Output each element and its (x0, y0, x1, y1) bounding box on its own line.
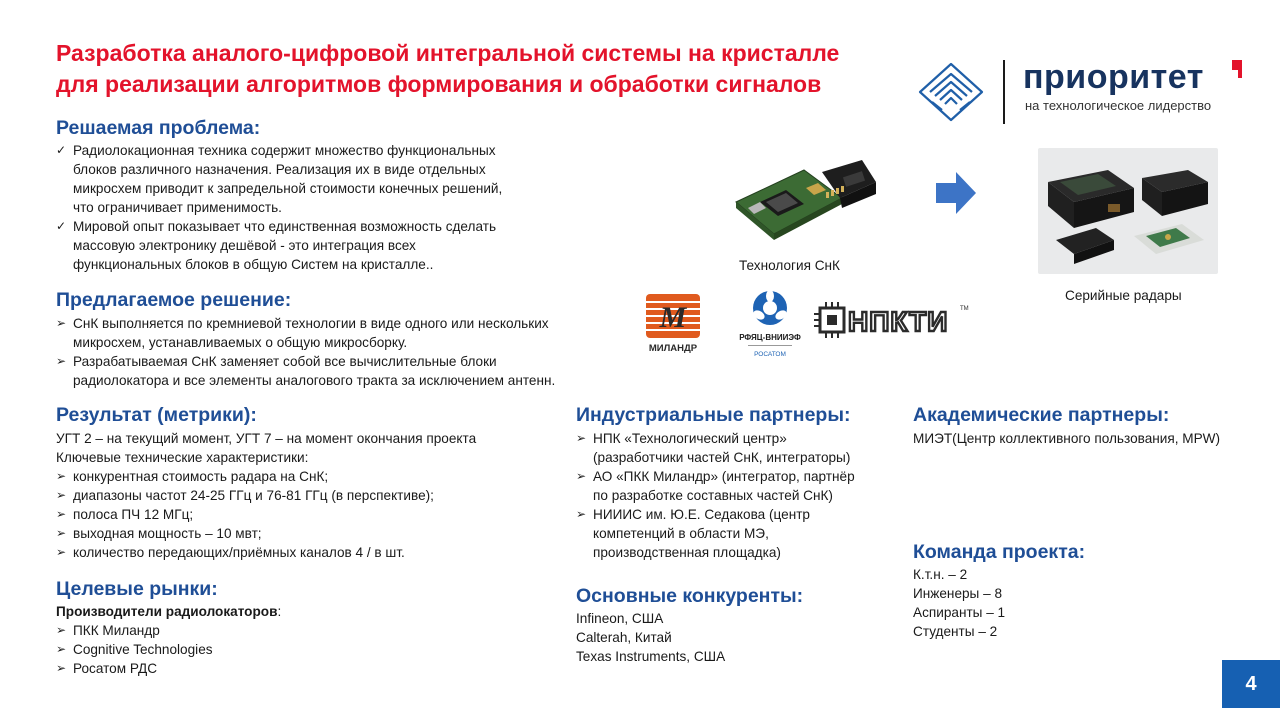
results-item: ➢ полоса ПЧ 12 МГц; (56, 505, 476, 524)
logo-divider (1003, 60, 1005, 124)
rfyac-logo (738, 288, 802, 362)
logo-tagline: на технологическое лидерство (1025, 98, 1212, 113)
competitors-list (576, 609, 725, 666)
competitor-item: Texas Instruments, США (576, 649, 726, 664)
results-block (56, 429, 476, 562)
team-heading: Команда проекта: (913, 541, 1086, 563)
serial-radars-image (1038, 148, 1218, 274)
chip-caption: Технология СнК (739, 258, 840, 273)
solution-heading: Предлагаемое решение: (56, 289, 292, 311)
results-item: ➢ конкурентная стоимость радара на СнК; (56, 467, 476, 486)
results-item: ➢ диапазоны частот 24-25 ГГц и 76-81 ГГц (в перспективе); (56, 486, 476, 505)
rosatom-emblem-icon (738, 288, 802, 362)
npkti-chip-icon (814, 302, 974, 338)
industrial-item-line: компетенций в области МЭ, (593, 526, 769, 541)
priority-logo (918, 56, 1248, 126)
competitor-item: Calterah, Китай (576, 630, 672, 645)
results-key-specs-line: Ключевые технические характеристики: (56, 450, 309, 465)
radar-caption: Серийные радары (1065, 288, 1182, 303)
markets-block (56, 602, 281, 678)
team-item: Аспиранты – 1 (913, 605, 1006, 620)
team-list (913, 565, 1005, 641)
markets-item: ➢ Росатом РДС (56, 659, 281, 678)
solution-item-line: ➢ Разрабатываемая СнК заменяет собой все вычислительные блоки (73, 354, 497, 369)
svg-text:М: М (659, 301, 687, 334)
page-number-badge: 4 (1222, 660, 1280, 708)
industrial-item-line: ➢ АО «ПКК Миландр» (интегратор, партнёр (593, 469, 855, 484)
problem-item-line: массовую электронику дешёвой - это интеграция всех (73, 238, 416, 253)
rfyac-text: РФЯЦ-ВНИИЭФ (739, 333, 801, 342)
milandr-text: МИЛАНДР (648, 343, 698, 354)
milandr-emblem-icon (640, 292, 706, 354)
npkti-logo (814, 302, 974, 338)
problem-item-line: ✓ Радиолокационная техника содержит множество функциональных (73, 143, 496, 158)
slide-title-line-2: для реализации алгоритмов формирования и обработки сигналов (56, 71, 822, 97)
industrial-item (576, 429, 855, 467)
problem-list (56, 141, 502, 274)
industrial-list (576, 429, 855, 562)
industrial-item-line: ➢ НИИИС им. Ю.Е. Седакова (центр (593, 507, 810, 522)
industrial-heading: Индустриальные партнеры: (576, 404, 851, 426)
markets-subheading-colon: : (277, 604, 282, 619)
problem-item (56, 217, 502, 274)
team-item: К.т.н. – 2 (913, 567, 968, 582)
results-item: ➢ выходная мощность – 10 мвт; (56, 524, 476, 543)
slide-title-line-1: Разработка аналого-цифровой интегральной системы на кристалле (56, 40, 840, 66)
markets-item: ➢ ПКК Миландр (56, 621, 281, 640)
results-item: ➢ количество передающих/приёмных каналов 4 / в шт. (56, 543, 476, 562)
rosatom-text: РОСАТОМ (754, 351, 786, 358)
soc-module-image (730, 150, 880, 250)
competitors-heading: Основные конкуренты: (576, 585, 804, 607)
logo-accent-bar (1238, 60, 1242, 78)
competitor-item: Infineon, США (576, 611, 664, 626)
arrow-right-icon (936, 172, 976, 214)
problem-item-line: микросхем приводит к запредельной стоимости конечных решений, (73, 181, 503, 196)
team-item: Инженеры – 8 (913, 586, 1003, 601)
markets-heading: Целевые рынки: (56, 578, 218, 600)
logo-wordmark: приоритет (1023, 58, 1204, 96)
industrial-item-line: (разработчики частей СнК, интеграторы) (593, 450, 851, 465)
industrial-item-line: производственная площадка) (593, 545, 781, 560)
problem-item-line: функциональных блоков в общую Систем на кристалле.. (73, 257, 434, 272)
npkti-text: НПКТИ (848, 306, 949, 337)
solution-item-line: микросхем, устанавливаемых о общую микросборку. (73, 335, 408, 350)
academic-block (913, 429, 1220, 448)
industrial-item (576, 505, 855, 562)
markets-subheading-text: Производители радиолокаторов (56, 604, 278, 619)
industrial-item-line: ➢ НПК «Технологический центр» (593, 431, 787, 446)
solution-list (56, 314, 555, 390)
problem-item-line: что ограничивает применимость. (73, 200, 282, 215)
problem-item (56, 141, 502, 217)
results-trl-line: УГТ 2 – на текущий момент, УГТ 7 – на момент окончания проекта (56, 431, 477, 446)
solution-item (56, 314, 555, 352)
academic-heading: Академические партнеры: (913, 404, 1170, 426)
industrial-item-line: по разработке составных частей СнК) (593, 488, 833, 503)
milandr-logo (640, 292, 706, 354)
priority-emblem-icon (918, 62, 984, 122)
markets-list (56, 621, 281, 678)
markets-subheading (56, 602, 281, 621)
results-list (56, 467, 476, 562)
academic-line: МИЭТ(Центр коллективного пользования, MPW) (913, 431, 1221, 446)
solution-item-line: радиолокатора и все элементы аналогового тракта за исключением антенн. (73, 373, 556, 388)
solution-item-line: ➢ СнК выполняется по кремниевой технологии в виде одного или нескольких (73, 316, 549, 331)
slide-title (56, 38, 876, 100)
solution-item (56, 352, 555, 390)
results-heading: Результат (метрики): (56, 404, 257, 426)
team-item: Студенты – 2 (913, 624, 998, 639)
problem-heading: Решаемая проблема: (56, 117, 261, 139)
problem-item-line: блоков различного назначения. Реализация их в виде отдельных (73, 162, 486, 177)
npkti-trademark: TM (960, 306, 969, 312)
industrial-item (576, 467, 855, 505)
markets-item: ➢ Cognitive Technologies (56, 640, 281, 659)
problem-item-line: ✓ Мировой опыт показывает что единственная возможность сделать (73, 219, 497, 234)
radar-devices-icon (1038, 148, 1218, 274)
